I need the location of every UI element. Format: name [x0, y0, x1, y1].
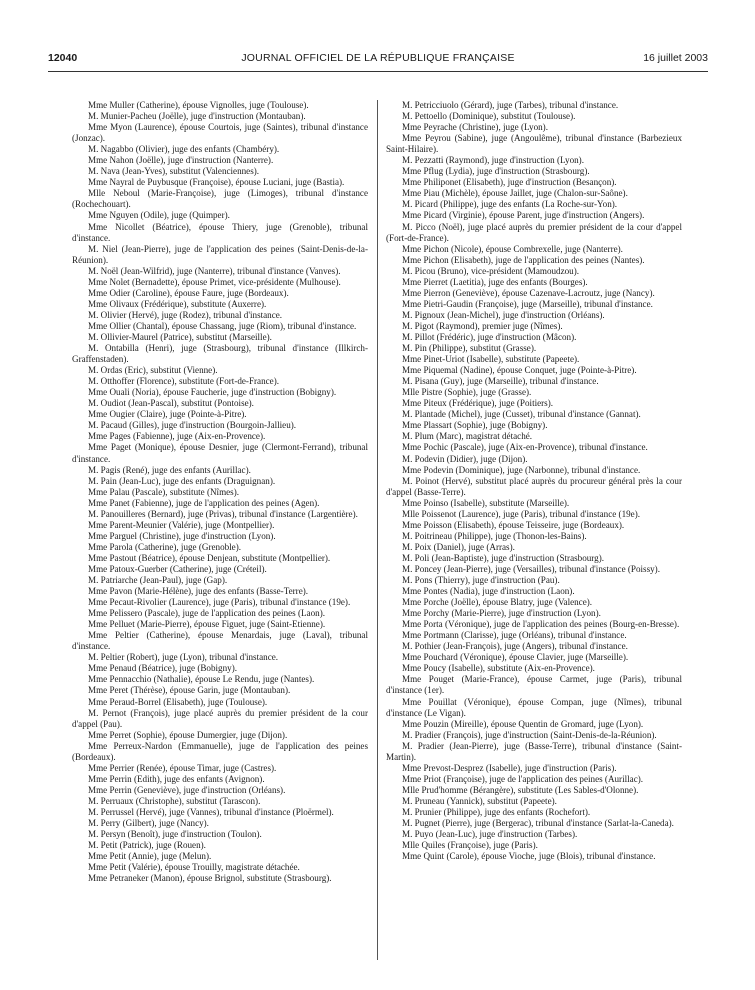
- appointment-entry: Mme Ougier (Claire), juge (Pointe-à-Pitre).: [88, 409, 247, 420]
- appointment-entry: Mme Porche (Joëlle), épouse Blatry, juge (Valence).: [402, 597, 593, 608]
- appointment-entry: M. Pons (Thierry), juge d'instruction (Pau).: [402, 575, 560, 586]
- appointment-entry: M. Ontabilla (Henri), juge (Strasbourg), tribunal d'instance (Illkirch-Graffenstaden).: [72, 343, 368, 365]
- appointment-entry: Mme Parola (Catherine), juge (Grenoble).: [88, 541, 242, 552]
- column-divider: [377, 100, 378, 960]
- appointment-entry: M. Perrussel (Hervé), juge (Vannes), tribunal d'instance (Ploërmel).: [88, 807, 334, 817]
- appointment-entry: M. Picard (Philippe), juge des enfants (La Roche-sur-Yon).: [402, 199, 618, 210]
- appointment-entry: Mme Pelluet (Marie-Pierre), épouse Figuet, juge (Saint-Etienne).: [88, 619, 326, 630]
- appointment-entry: Mme Pichon (Elisabeth), juge de l'application des peines (Nantes).: [402, 254, 645, 265]
- journal-title: JOURNAL OFFICIEL DE LA RÉPUBLIQUE FRANÇAISE: [241, 52, 515, 64]
- appointment-entry: M. Perry (Gilbert), juge (Nancy).: [88, 818, 209, 829]
- appointment-entry: Mme Nguyen (Odile), juge (Quimper).: [88, 210, 230, 221]
- appointment-entry: Mme Quint (Carole), épouse Vioche, juge (Blois), tribunal d'instance.: [402, 851, 656, 862]
- appointment-entry: Mme Peyrache (Christine), juge (Lyon).: [402, 122, 548, 133]
- appointment-entry: M. Pacaud (Gilles), juge d'instruction (Bourgoin-Jallieu).: [88, 420, 297, 431]
- appointment-entry: M. Poitrineau (Philippe), juge (Thonon-les-Bains).: [402, 530, 587, 541]
- appointment-entry: Mme Peret (Thérèse), épouse Garin, juge (Montauban).: [88, 685, 291, 696]
- appointment-entry: Mme Pelissero (Pascale), juge de l'application des peines (Laon).: [88, 608, 325, 619]
- left-column: [72, 100, 368, 884]
- appointment-entry: Mme Porta (Véronique), juge de l'application des peines (Bourg-en-Bresse).: [402, 619, 680, 630]
- appointment-entry: M. Poinot (Hervé), substitut placé auprès du procureur général près la cour d'appel (Basse-Terre).: [386, 475, 682, 497]
- appointment-entry: M. Perruaux (Christophe), substitut (Tarascon).: [88, 795, 261, 806]
- appointment-entry: Mme Pichon (Nicole), épouse Combrexelle, juge (Nanterre).: [402, 243, 623, 254]
- appointment-entry: M. Plantade (Michel), juge (Cusset), tribunal d'instance (Gannat).: [402, 409, 641, 420]
- appointment-entry: M. Pezzatti (Raymond), juge d'instruction (Lyon).: [402, 155, 584, 166]
- appointment-entry: Mme Pierret (Laetitia), juge des enfants (Bourges).: [402, 276, 588, 287]
- appointment-entry: Mme Perreux-Nardon (Emmanuelle), juge de l'application des peines (Bordeaux).: [72, 740, 368, 762]
- appointment-entry: M. Poix (Daniel), juge (Arras).: [402, 541, 515, 552]
- appointment-entry: Mme Peltier (Catherine), épouse Menardais, juge (Laval), tribunal d'instance.: [72, 630, 368, 652]
- appointment-entry: M. Podevin (Didier), juge (Dijon).: [402, 453, 528, 464]
- appointment-entry: M. Picou (Bruno), vice-président (Mamoudzou).: [402, 265, 580, 276]
- appointment-entry: Mlle Quiles (Françoise), juge (Paris).: [402, 840, 538, 851]
- appointment-entry: Mme Nayral de Puybusque (Françoise), épouse Luciani, juge (Bastia).: [88, 177, 345, 188]
- appointment-entry: Mlle Prud'homme (Bérangère), substitute (Les Sables-d'Olonne).: [402, 784, 639, 795]
- appointment-entry: Mme Pavon (Marie-Hélène), juge des enfants (Basse-Terre).: [88, 586, 309, 597]
- appointment-entry: M. Pisana (Guy), juge (Marseille), tribunal d'instance.: [402, 376, 599, 387]
- appointment-entry: M. Pillot (Frédéric), juge d'instruction (Mâcon).: [402, 331, 577, 342]
- appointment-entry: Mme Pecaut-Rivolier (Laurence), juge (Paris), tribunal d'instance (19e).: [88, 597, 351, 608]
- appointment-entry: M. Plum (Marc), magistrat détaché.: [402, 431, 533, 442]
- appointment-entry: Mme Myon (Laurence), épouse Courtois, juge (Saintes), tribunal d'instance (Jonzac).: [72, 122, 368, 144]
- appointment-entry: Mme Pouget (Marie-France), épouse Carmet, juge (Paris), tribunal d'instance (1er).: [386, 674, 682, 696]
- appointment-entry: M. Pettoello (Dominique), substitut (Toulouse).: [402, 111, 576, 122]
- appointment-entry: M. Poli (Jean-Baptiste), juge d'instruction (Strasbourg).: [402, 552, 605, 563]
- appointment-entry: Mme Peyrou (Sabine), juge (Angoulême), tribunal d'instance (Barbezieux Saint-Hilaire).: [386, 133, 682, 155]
- appointment-entry: Mme Pochic (Pascale), juge (Aix-en-Provence), tribunal d'instance.: [402, 442, 648, 453]
- appointment-entry: M. Pernot (François), juge placé auprès du premier président de la cour d'appel (Pau).: [72, 707, 368, 729]
- appointment-entry: Mme Pierron (Geneviève), épouse Cazenave-Lacroutz, juge (Nancy).: [402, 287, 655, 298]
- appointment-entry: M. Peltier (Robert), juge (Lyon), tribunal d'instance.: [88, 652, 279, 663]
- appointment-entry: Mlle Neboul (Marie-Françoise), juge (Limoges), tribunal d'instance (Rochechouart).: [72, 188, 368, 210]
- appointment-entry: Mme Olivaux (Frédérique), substitute (Auxerre).: [88, 298, 267, 309]
- appointment-entry: M. Persyn (Benoît), juge d'instruction (Toulon).: [88, 829, 262, 840]
- appointment-entry: M. Pugnet (Pierre), juge (Bergerac), tribunal d'instance (Sarlat-la-Caneda).: [402, 818, 674, 829]
- appointment-entry: M. Pain (Jean-Luc), juge des enfants (Draguignan).: [88, 475, 276, 486]
- appointment-entry: Mme Piau (Michèle), épouse Jaillet, juge (Chalon-sur-Saône).: [402, 188, 628, 199]
- appointment-entry: Mme Priot (Françoise), juge de l'application des peines (Aurillac).: [402, 773, 644, 784]
- appointment-entry: Mme Piquemal (Nadine), épouse Conquet, juge (Pointe-à-Pitre).: [402, 365, 637, 376]
- appointment-entry: Mme Petit (Annie), juge (Melun).: [88, 851, 212, 862]
- appointment-entry: Mme Pouillat (Véronique), épouse Compan, juge (Nîmes), tribunal d'instance (Le Vigan).: [386, 696, 682, 718]
- appointment-entry: M. Otthoffer (Florence), substitute (Fort-de-France).: [88, 376, 279, 387]
- appointment-entry: M. Pradier (Jean-Pierre), juge (Basse-Terre), tribunal d'instance (Saint-Martin).: [386, 740, 682, 762]
- page-number: 12040: [48, 52, 78, 64]
- appointment-entry: Mme Plassart (Sophie), juge (Bobigny).: [402, 420, 548, 431]
- header-rule: [48, 71, 708, 72]
- appointment-entry: Mme Portmann (Clarisse), juge (Orléans), tribunal d'instance.: [402, 630, 627, 641]
- appointment-entry: Mme Paget (Monique), épouse Desnier, juge (Clermont-Ferrand), tribunal d'instance.: [72, 442, 368, 464]
- appointment-entry: M. Puyo (Jean-Luc), juge d'instruction (Tarbes).: [402, 829, 578, 840]
- appointment-entry: Mme Pouchard (Véronique), épouse Clavier, juge (Marseille).: [402, 652, 629, 663]
- page-header: [48, 52, 708, 68]
- appointment-entry: M. Patriarche (Jean-Paul), juge (Gap).: [88, 575, 228, 586]
- appointment-entry: Mme Ollier (Chantal), épouse Chassang, juge (Riom), tribunal d'instance.: [88, 320, 357, 331]
- appointment-entry: Mme Nolet (Bernadette), épouse Primet, vice-présidente (Mulhouse).: [88, 276, 341, 287]
- appointment-entry: Mme Petit (Valérie), épouse Trouilly, magistrate détachée.: [88, 862, 300, 873]
- appointment-entry: M. Pignoux (Jean-Michel), juge d'instruction (Orléans).: [402, 309, 605, 320]
- appointment-entry: M. Niel (Jean-Pierre), juge de l'application des peines (Saint-Denis-de-la-Réunion).: [72, 243, 368, 265]
- appointment-entry: Mme Perret (Sophie), épouse Dumergier, juge (Dijon).: [88, 729, 288, 740]
- appointment-entry: Mme Philiponet (Elisabeth), juge d'instruction (Besançon).: [402, 177, 617, 188]
- publication-date: 16 juillet 2003: [643, 52, 708, 64]
- appointment-entry: Mme Pennacchio (Nathalie), épouse Le Rendu, juge (Nantes).: [88, 674, 315, 685]
- appointment-entry: Mme Petraneker (Manon), épouse Brignol, substitute (Strasbourg).: [88, 873, 332, 884]
- appointment-entry: Mme Pinet-Uriot (Isabelle), substitute (Papeete).: [402, 354, 580, 365]
- appointment-entry: M. Munier-Pacheu (Joëlle), juge d'instruction (Montauban).: [88, 111, 306, 122]
- appointment-entry: Mme Peraud-Borrel (Elisabeth), juge (Toulouse).: [88, 696, 268, 707]
- appointment-entry: Mme Poinso (Isabelle), substitute (Marseille).: [402, 497, 570, 508]
- appointment-entry: Mlle Poissenot (Laurence), juge (Paris), tribunal d'instance (19e).: [402, 508, 641, 519]
- appointment-entry: M. Olivier (Hervé), juge (Rodez), tribunal d'instance.: [88, 309, 283, 320]
- appointment-entry: Mme Pontes (Nadia), juge d'instruction (Laon).: [402, 586, 575, 597]
- appointment-entry: Mme Perrin (Geneviève), juge d'instruction (Orléans).: [88, 784, 286, 795]
- appointment-entry: M. Prunier (Philippe), juge des enfants (Rochefort).: [402, 807, 591, 817]
- appointment-entry: M. Oudiot (Jean-Pascal), substitut (Pontoise).: [88, 398, 254, 409]
- appointment-entry: M. Petit (Patrick), juge (Rouen).: [88, 840, 206, 851]
- appointment-entry: Mme Parent-Meunier (Valérie), juge (Montpellier).: [88, 519, 275, 530]
- appointment-entry: Mme Pouzin (Mireille), épouse Quentin de Gromard, juge (Lyon).: [402, 718, 644, 729]
- appointment-entry: M. Poncey (Jean-Pierre), juge (Versailles), tribunal d'instance (Poissy).: [402, 563, 660, 574]
- appointment-entry: Mme Picard (Virginie), épouse Parent, juge d'instruction (Angers).: [402, 210, 645, 221]
- appointment-entry: Mme Nahon (Joëlle), juge d'instruction (Nanterre).: [88, 155, 274, 166]
- appointment-entry: Mme Odier (Caroline), épouse Faure, juge (Bordeaux).: [88, 287, 289, 298]
- appointment-entry: Mme Prevost-Desprez (Isabelle), juge d'instruction (Paris).: [402, 762, 617, 773]
- appointment-entry: Mme Podevin (Dominique), juge (Narbonne), tribunal d'instance.: [402, 464, 641, 475]
- appointment-entry: M. Ordas (Eric), substitut (Vienne).: [88, 365, 218, 376]
- appointment-entry: Mme Perrier (Renée), épouse Timar, juge (Castres).: [88, 762, 277, 773]
- right-column: [386, 100, 682, 862]
- appointment-entry: M. Ollivier-Maurel (Patrice), substitut (Marseille).: [88, 331, 272, 342]
- appointment-entry: Mme Pages (Fabienne), juge (Aix-en-Provence).: [88, 431, 266, 442]
- appointment-entry: M. Pin (Philippe), substitut (Grasse).: [402, 343, 537, 354]
- appointment-entry: M. Pigot (Raymond), premier juge (Nîmes).: [402, 320, 563, 331]
- appointment-entry: Mme Patoux-Guerber (Catherine), juge (Créteil).: [88, 563, 267, 574]
- appointment-entry: Mme Muller (Catherine), épouse Vignolles, juge (Toulouse).: [88, 100, 309, 110]
- appointment-entry: Mme Panet (Fabienne), juge de l'application des peines (Agen).: [88, 497, 320, 508]
- appointment-entry: Mme Pietri-Gaudin (Françoise), juge (Marseille), tribunal d'instance.: [402, 298, 653, 309]
- appointment-entry: M. Nava (Jean-Yves), substitut (Valenciennes).: [88, 166, 260, 177]
- appointment-entry: Mme Parguel (Christine), juge d'instruction (Lyon).: [88, 530, 276, 541]
- appointment-entry: M. Pothier (Jean-François), juge (Angers), tribunal d'instance.: [402, 641, 628, 652]
- appointment-entry: Mme Palau (Pascale), substitute (Nîmes).: [88, 486, 240, 497]
- appointment-entry: M. Panouilleres (Bernard), juge (Privas), tribunal d'instance (Largentière).: [88, 508, 358, 519]
- appointment-entry: Mme Pastout (Béatrice), épouse Denjean, substitute (Montpellier).: [88, 552, 331, 563]
- appointment-entry: Mme Penaud (Béatrice), juge (Bobigny).: [88, 663, 237, 674]
- appointment-entry: Mme Perrin (Edith), juge des enfants (Avignon).: [88, 773, 265, 784]
- appointment-entry: M. Pradier (François), juge d'instruction (Saint-Denis-de-la-Réunion).: [402, 729, 657, 740]
- appointment-entry: Mme Ouali (Noria), épouse Faucherie, juge d'instruction (Bobigny).: [88, 387, 337, 398]
- appointment-entry: Mlle Pistre (Sophie), juge (Grasse).: [402, 387, 532, 398]
- appointment-entry: M. Pruneau (Yannick), substitut (Papeete).: [402, 795, 557, 806]
- appointment-entry: M. Pagis (René), juge des enfants (Aurillac).: [88, 464, 251, 475]
- appointment-entry: Mme Pflug (Lydia), juge d'instruction (Strasbourg).: [402, 166, 590, 177]
- appointment-entry: M. Picco (Noël), juge placé auprès du premier président de la cour d'appel (Fort-de-France).: [386, 221, 682, 243]
- appointment-entry: Mme Poucy (Isabelle), substitute (Aix-en-Provence).: [402, 663, 595, 674]
- appointment-entry: Mme Nicollet (Béatrice), épouse Thiery, juge (Grenoble), tribunal d'instance.: [72, 221, 368, 243]
- appointment-entry: M. Nagabbo (Olivier), juge des enfants (Chambéry).: [88, 144, 280, 155]
- appointment-entry: Mme Poisson (Elisabeth), épouse Teisseire, juge (Bordeaux).: [402, 519, 625, 530]
- appointment-entry: M. Petricciuolo (Gérard), juge (Tarbes), tribunal d'instance.: [402, 100, 619, 110]
- appointment-entry: Mme Porchy (Marie-Pierre), juge d'instruction (Lyon).: [402, 608, 601, 619]
- appointment-entry: Mme Piteux (Frédérique), juge (Poitiers).: [402, 398, 554, 409]
- appointment-entry: M. Noël (Jean-Wilfrid), juge (Nanterre), tribunal d'instance (Vanves).: [88, 265, 341, 276]
